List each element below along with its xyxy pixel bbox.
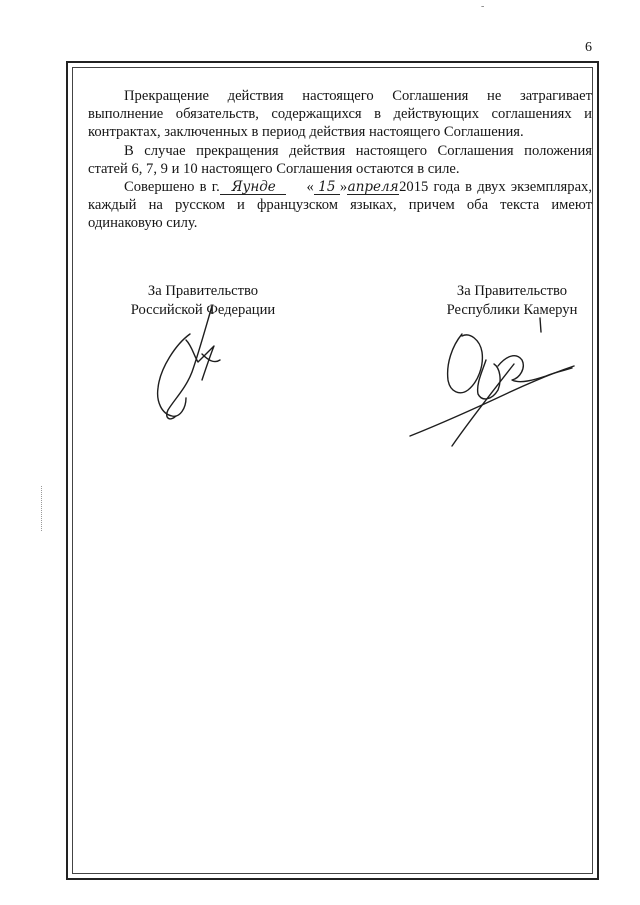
- done-suffix: 2015 года в двух экземплярах, каждый на русском и французском языках, причем оба текста имеют одинаковую силу.: [88, 179, 592, 232]
- top-tick-mark: -: [481, 1, 485, 12]
- signature-block-russia: [118, 282, 288, 319]
- signatory-line2-left: Российской Федерации: [130, 301, 276, 318]
- month-handwritten: апреля: [347, 179, 399, 196]
- paragraph-termination: Прекращение действия настоящего Соглашения не затрагивает выполнение обязательств, содержащихся в действующих соглашениях и контрактах, заключенных в период действия настоящего Соглашения.: [88, 88, 592, 141]
- signatory-line1-right: За Правительство: [456, 283, 568, 299]
- signatory-line1-left: За Правительство: [147, 283, 259, 299]
- quote-open: «: [306, 179, 314, 196]
- margin-marks: [41, 486, 45, 531]
- agreement-text: [88, 87, 592, 233]
- page-number: 6: [585, 40, 592, 55]
- quote-close: »: [339, 179, 348, 196]
- done-prefix: Совершено в г.: [124, 179, 220, 196]
- day-handwritten: 15: [314, 180, 340, 195]
- signature-block-cameroon: [437, 282, 587, 319]
- paragraph-done-at: [88, 178, 592, 233]
- city-handwritten: Яунде: [220, 180, 286, 195]
- paragraph-articles: В случае прекращения действия настоящего Соглашения положения статей 6, 7, 9 и 10 настоящего Соглашения остаются в силе.: [88, 142, 592, 177]
- signatory-line2-right: Республики Камерун: [446, 301, 578, 318]
